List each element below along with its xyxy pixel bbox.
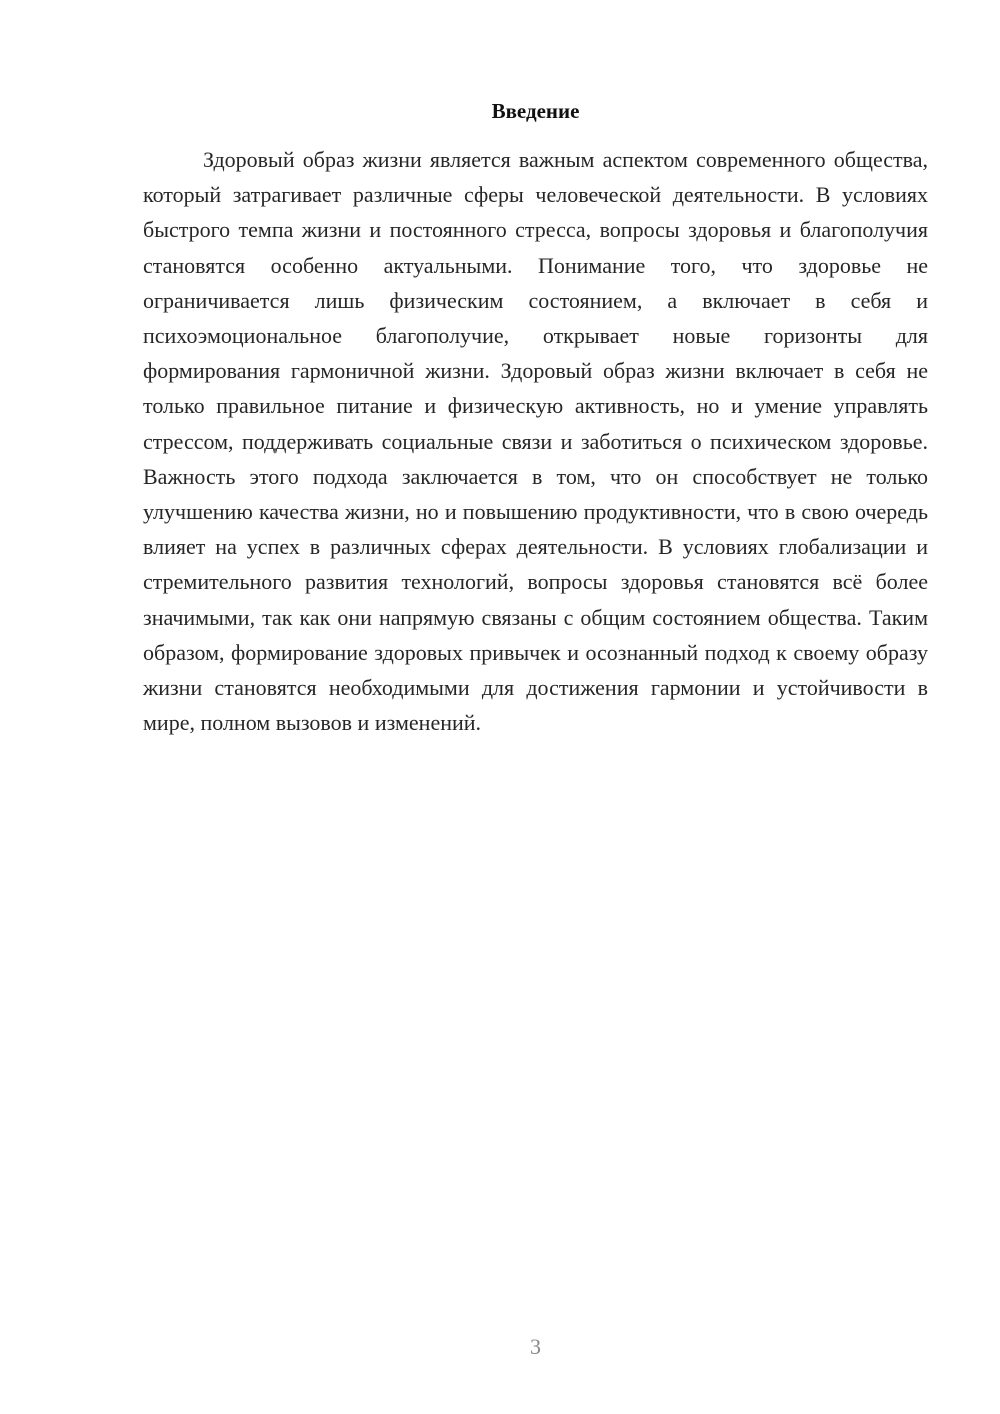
body-paragraph: Здоровый образ жизни является важным аспектом современного общества, который затрагивает различные сферы человеческой деятельности. В условиях быстрого темпа жизни и постоянного стресса, вопросы здоровья и благополучия становятся особенно актуальными. Понимание того, что здоровье не ограничивается лишь физическим состоянием, а включает в себя и психоэмоциональное благополучие, открывает новые горизонты для формирования гармоничной жизни. Здоровый образ жизни включает в себя не только правильное питание и физическую активность, но и умение управлять стрессом, поддерживать социальные связи и заботиться о психическом здоровье. Важность этого подхода заключается в том, что он способствует не только улучшению качества жизни, но и повышению продуктивности, что в свою очередь влияет на успех в различных сферах деятельности. В условиях глобализации и стремительного развития технологий, вопросы здоровья становятся всё более значимыми, так как они напрямую связаны с общим состоянием общества. Таким образом, формирование здоровых привычек и осознанный подход к своему образу жизни становятся необходимыми для достижения гармонии и устойчивости в мире, полном вызовов и изменений. [143, 147, 928, 736]
section-heading: Введение [491, 99, 580, 123]
page-number: 3 [530, 1334, 541, 1359]
